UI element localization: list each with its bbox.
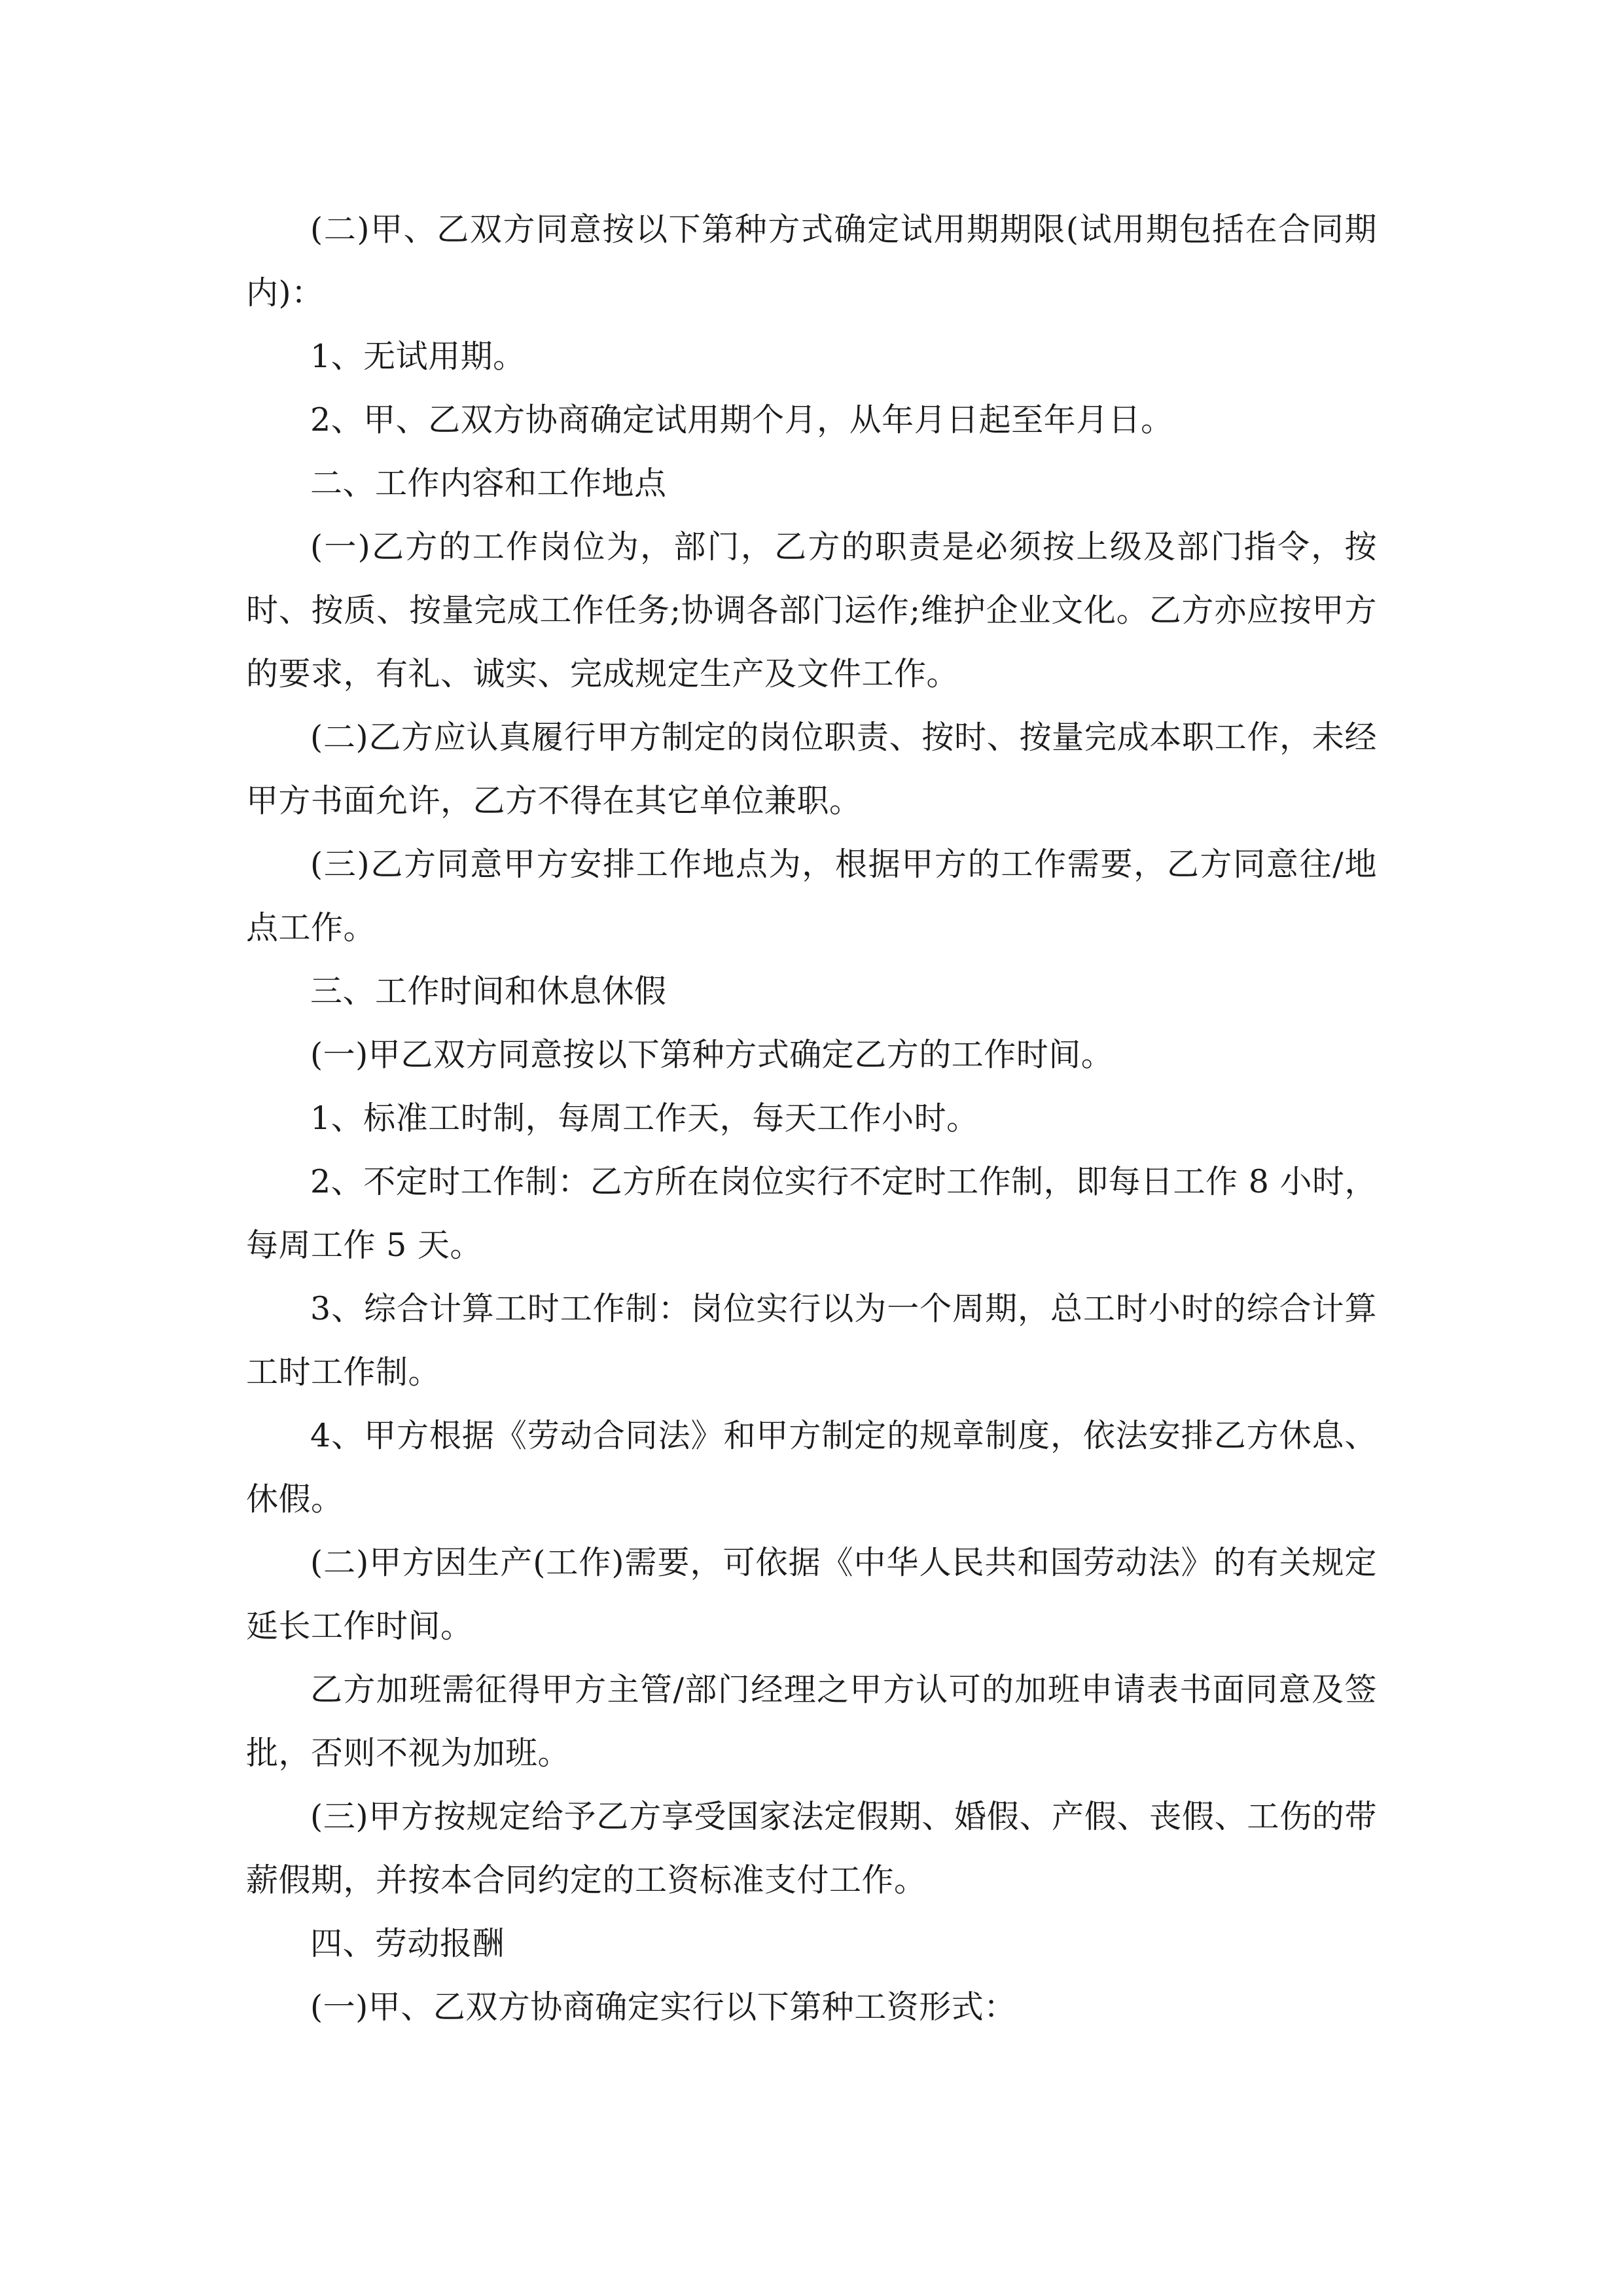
paragraph-probation-months: 2、甲、乙双方协商确定试用期个月，从年月日起至年月日。 (310, 401, 1173, 439)
paragraph-probation-method: (二)甲、乙双方同意按以下第种方式确定试用期期限(试用期包括在合同期内)： (246, 211, 1377, 312)
section-heading-work-content: 二、工作内容和工作地点 (310, 465, 667, 502)
paragraph-overtime-extension: (二)甲方因生产(工作)需要，可依据《中华人民共和国劳动法》的有关规定延长工作时间。 (246, 1544, 1377, 1645)
section-heading-remuneration: 四、劳动报酬 (310, 1925, 505, 1962)
paragraph-hours-method: (一)甲乙双方同意按以下第种方式确定乙方的工作时间。 (310, 1036, 1114, 1073)
paragraph-rest-arrangement: 4、甲方根据《劳动合同法》和甲方制定的规章制度，依法安排乙方休息、休假。 (246, 1417, 1377, 1518)
document-body (246, 198, 1377, 2039)
paragraph-no-probation: 1、无试用期。 (310, 338, 526, 375)
paragraph-comprehensive-hours: 3、综合计算工时工作制：岗位实行以为一个周期，总工时小时的综合计算工时工作制。 (246, 1290, 1377, 1391)
paragraph-paid-leave: (三)甲方按规定给予乙方享受国家法定假期、婚假、产假、丧假、工伤的带薪假期，并按本合同约定的工资标准支付工作。 (246, 1798, 1377, 1899)
section-heading-working-hours: 三、工作时间和休息休假 (310, 973, 667, 1010)
paragraph-job-position: (一)乙方的工作岗位为，部门，乙方的职责是必须按上级及部门指令，按时、按质、按量完成工作任务;协调各部门运作;维护企业文化。乙方亦应按甲方的要求，有礼、诚实、完成规定生产及文件工作。 (246, 528, 1377, 692)
paragraph-flexible-hours: 2、不定时工作制：乙方所在岗位实行不定时工作制，即每日工作 8 小时，每周工作 5 天。 (246, 1163, 1378, 1264)
paragraph-work-location: (三)乙方同意甲方安排工作地点为，根据甲方的工作需要，乙方同意往/地点工作。 (246, 846, 1377, 946)
paragraph-overtime-approval: 乙方加班需征得甲方主管/部门经理之甲方认可的加班申请表书面同意及签批，否则不视为加班。 (246, 1671, 1377, 1772)
paragraph-standard-hours: 1、标准工时制，每周工作天，每天工作小时。 (310, 1100, 979, 1137)
paragraph-job-duties: (二)乙方应认真履行甲方制定的岗位职责、按时、按量完成本职工作，未经甲方书面允许，乙方不得在其它单位兼职。 (246, 719, 1377, 819)
paragraph-wage-form: (一)甲、乙双方协商确定实行以下第种工资形式： (310, 1988, 1016, 2026)
